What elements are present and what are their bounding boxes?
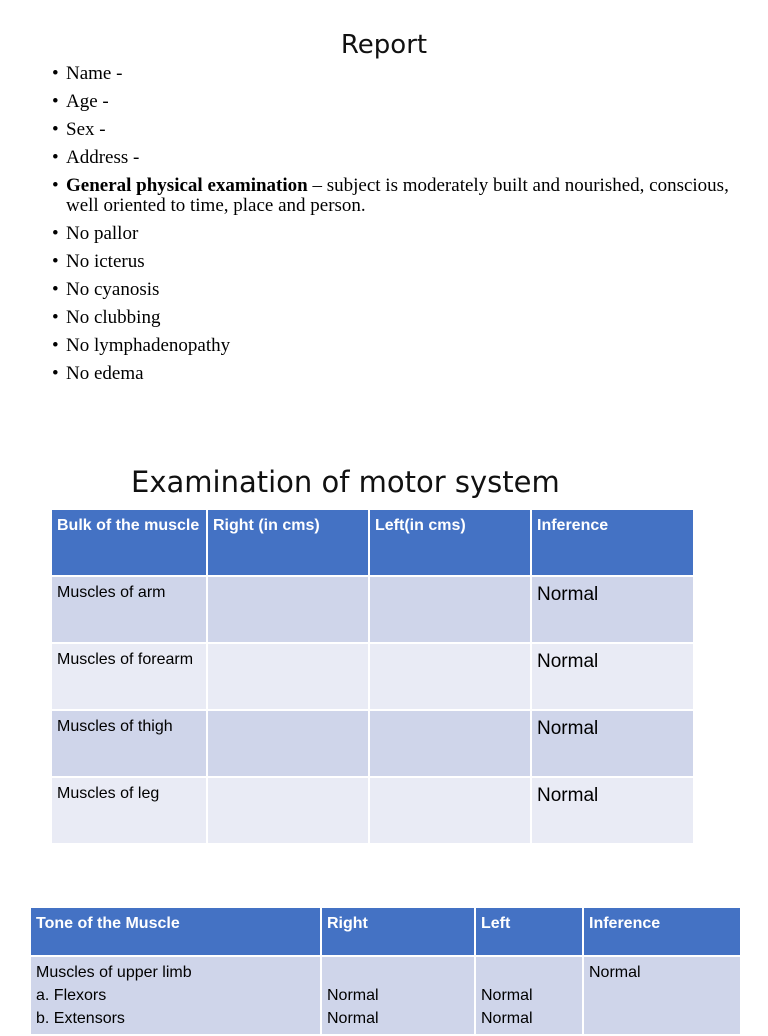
table-row (51, 710, 694, 777)
list-item-text: No cyanosis (66, 279, 160, 300)
left-value (369, 576, 531, 643)
inference-value: Normal (531, 777, 694, 844)
list-item-text: Sex - (66, 119, 106, 140)
list-item-edema (52, 364, 732, 384)
list-item-bold-label: General physical examination (66, 175, 308, 196)
list-item-age (52, 92, 732, 112)
row-label: Muscles of arm (51, 576, 207, 643)
list-item-text: No pallor (66, 223, 139, 244)
table-header-row (51, 510, 694, 576)
inference-value: Normal (531, 710, 694, 777)
sub-label-flexors: a. Flexors (36, 987, 107, 1004)
column-header-right: Right (321, 908, 475, 956)
left-extensors-value: Normal (481, 1010, 533, 1027)
right-value (207, 777, 369, 844)
list-item-cyanosis (52, 280, 732, 300)
table-row (51, 777, 694, 844)
row-label: Muscles of upper limb (36, 964, 192, 981)
column-header-bulk: Bulk of the muscle (51, 510, 207, 576)
inference-value: Normal (589, 964, 641, 981)
muscle-tone-table (29, 908, 742, 1036)
list-item-icterus (52, 252, 732, 272)
left-value (369, 710, 531, 777)
left-value (369, 777, 531, 844)
report-title: Report (340, 30, 428, 60)
list-item-address (52, 148, 732, 168)
table-row (51, 643, 694, 710)
list-item-text: Age - (66, 91, 109, 112)
table-header-row (30, 908, 741, 956)
list-item-sex (52, 120, 732, 140)
right-extensors-value: Normal (327, 1010, 379, 1027)
list-item-text: – subject is moderately built and nourished, conscious, well oriented to time, place and person. (66, 175, 729, 216)
inference-value: Normal (531, 643, 694, 710)
list-item-clubbing (52, 308, 732, 328)
list-item-text: No clubbing (66, 307, 161, 328)
list-item-text: Address - (66, 147, 140, 168)
right-flexors-value: Normal (327, 987, 379, 1004)
column-header-right: Right (in cms) (207, 510, 369, 576)
row-label: Muscles of leg (51, 777, 207, 844)
list-item-general-exam (52, 176, 732, 216)
list-item-text: Name - (66, 63, 123, 84)
list-item-pallor (52, 224, 732, 244)
table-row (30, 956, 741, 1035)
right-value (207, 643, 369, 710)
column-header-left: Left(in cms) (369, 510, 531, 576)
right-cell (321, 956, 475, 1035)
list-item-text: No lymphadenopathy (66, 335, 231, 356)
list-item-text: No edema (66, 363, 144, 384)
sub-label-extensors: b. Extensors (36, 1010, 125, 1027)
inference-cell (583, 956, 741, 1035)
column-header-tone: Tone of the Muscle (30, 908, 321, 956)
list-item-text: No icterus (66, 251, 145, 272)
left-cell (475, 956, 583, 1035)
row-label: Muscles of thigh (51, 710, 207, 777)
muscle-bulk-table (50, 510, 695, 845)
report-list (52, 64, 732, 392)
right-value (207, 576, 369, 643)
table-row (51, 576, 694, 643)
left-value (369, 643, 531, 710)
column-header-inference: Inference (531, 510, 694, 576)
list-item-lymphadenopathy (52, 336, 732, 356)
column-header-inference: Inference (583, 908, 741, 956)
left-flexors-value: Normal (481, 987, 533, 1004)
column-header-left: Left (475, 908, 583, 956)
inference-value: Normal (531, 576, 694, 643)
row-label: Muscles of forearm (51, 643, 207, 710)
motor-section-title: Examination of motor system (131, 465, 560, 499)
row-label-cell (30, 956, 321, 1035)
right-value (207, 710, 369, 777)
list-item-name (52, 64, 732, 84)
